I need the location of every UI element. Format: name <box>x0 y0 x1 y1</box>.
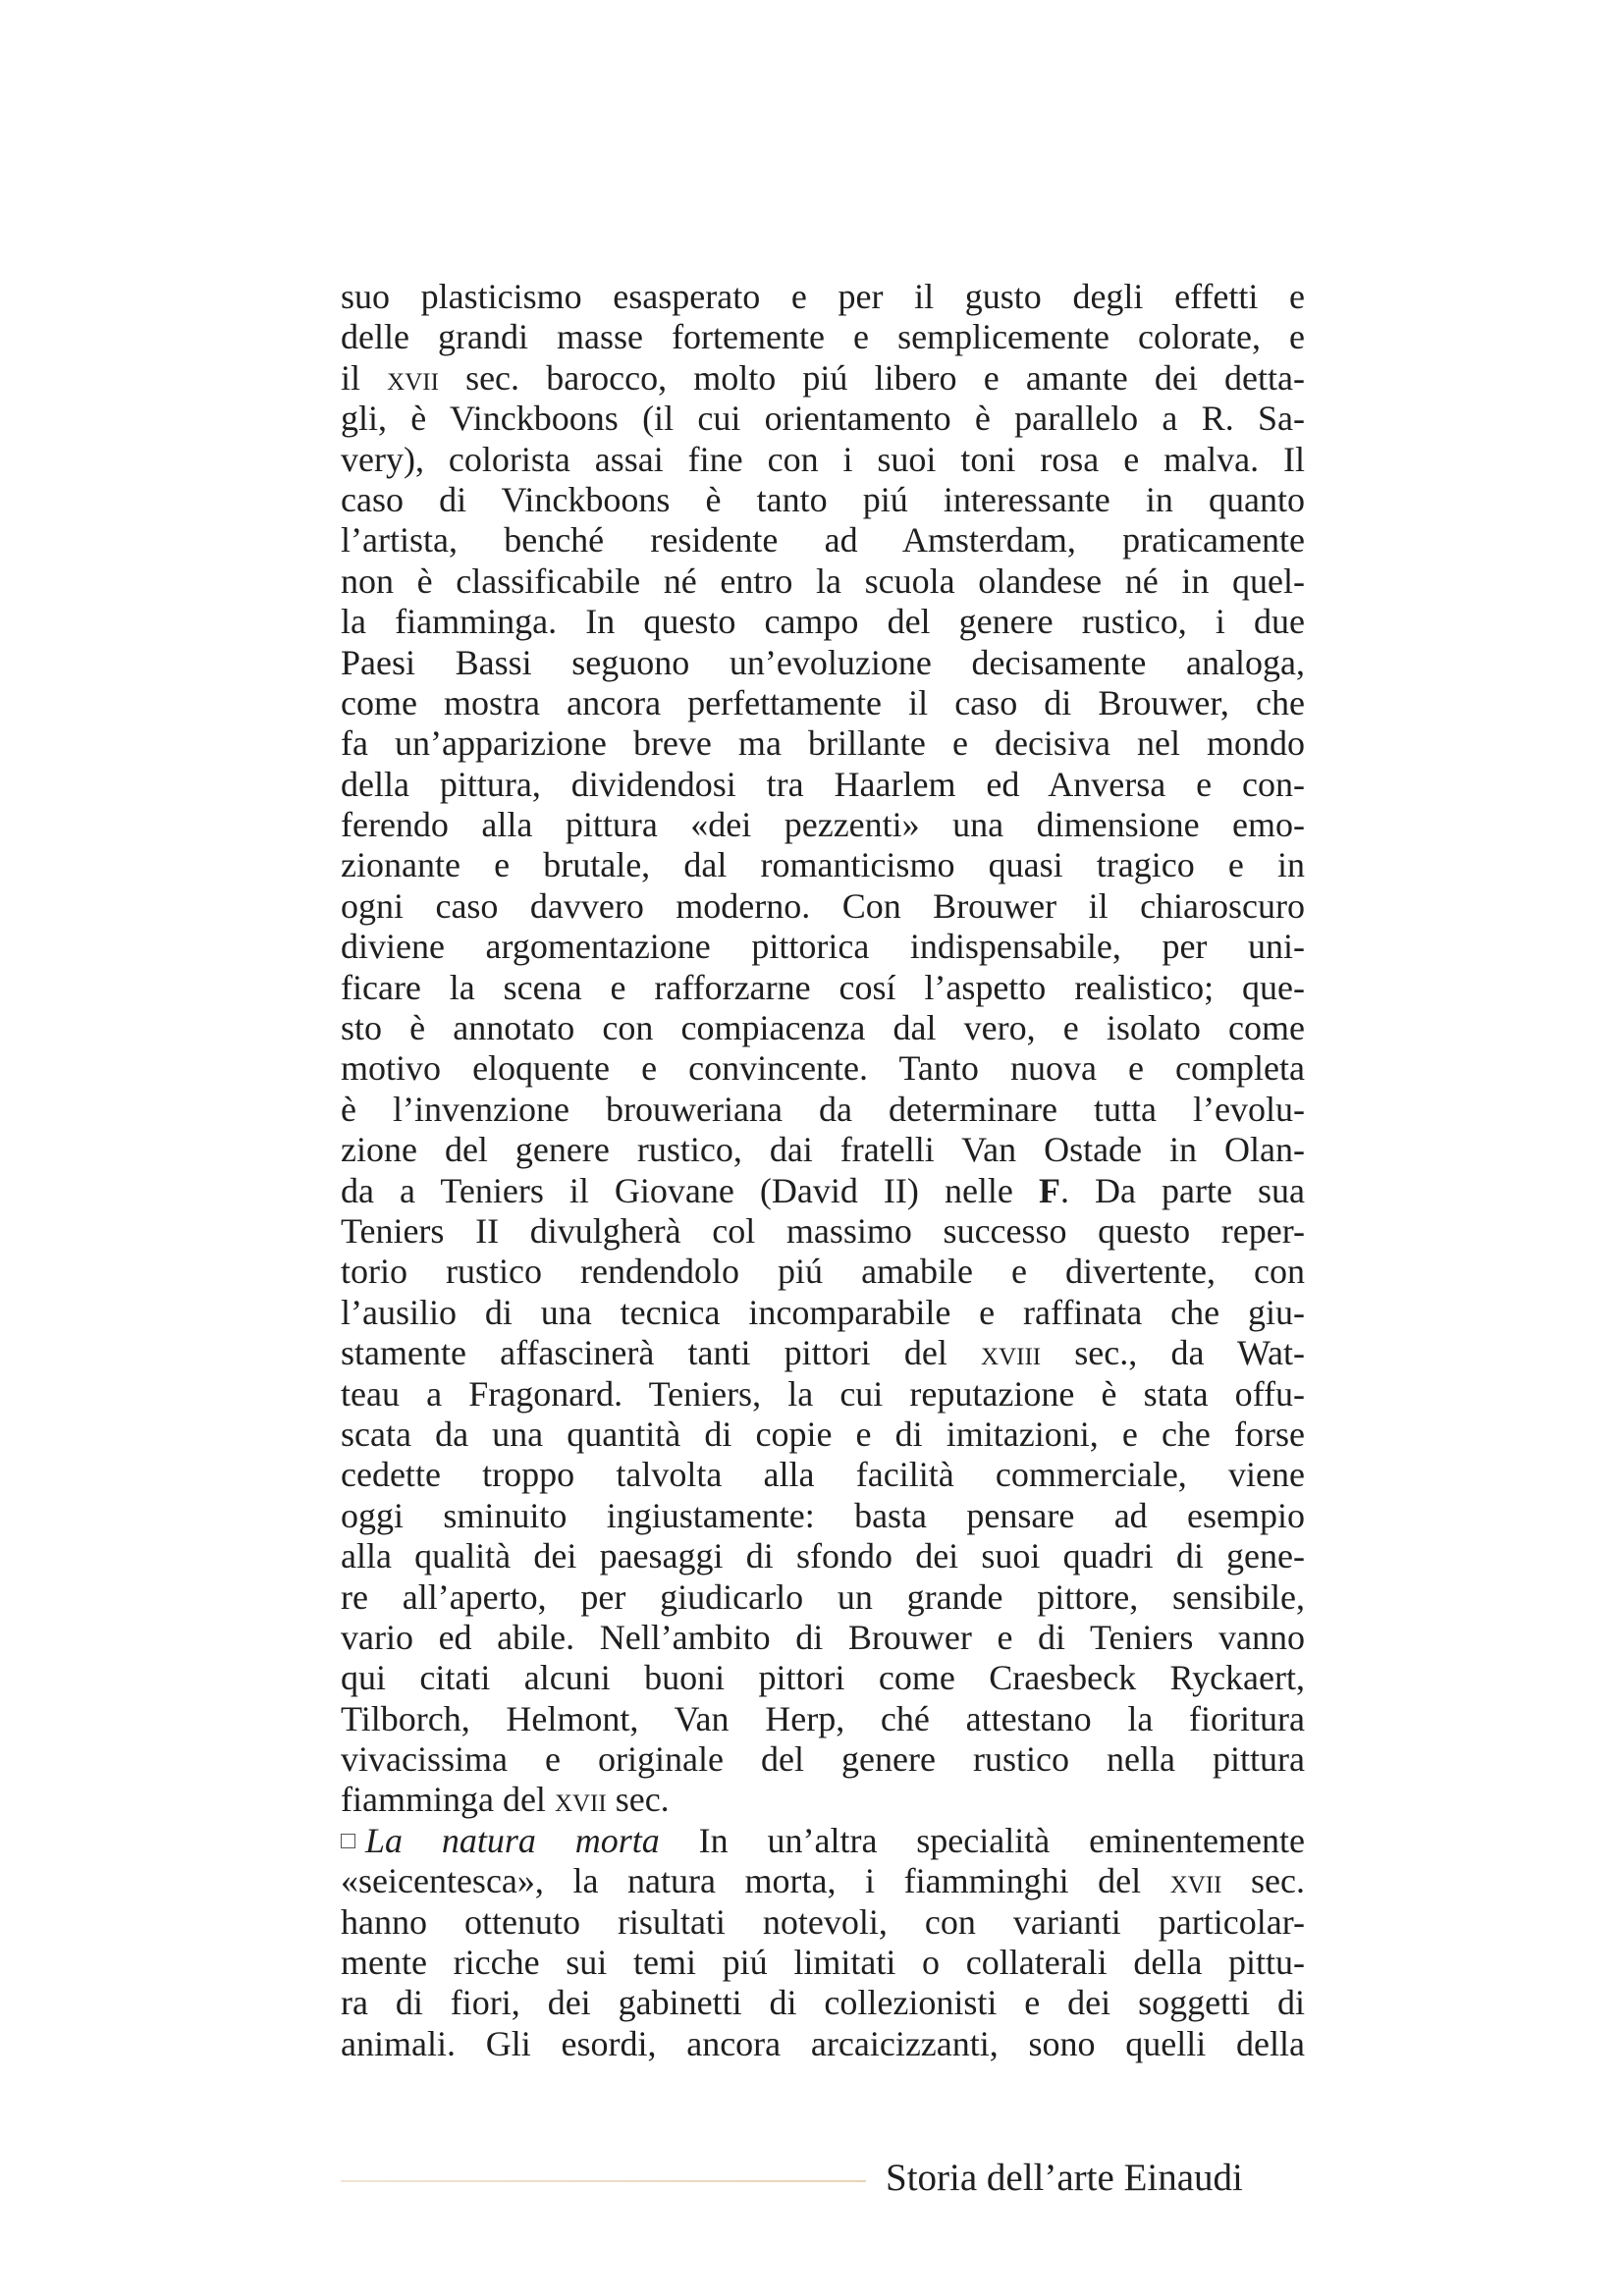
century-numeral: xviii <box>981 1333 1042 1373</box>
plate-reference: F <box>1038 1170 1060 1210</box>
text-line: è l’invenzione brouweriana da determinare tutta l’evolu- <box>341 1089 1305 1129</box>
footer-rule <box>341 2180 866 2182</box>
text-line: delle grandi masse fortemente e semplicemente colorate, e <box>341 317 1305 357</box>
text-line: alla qualità dei paesaggi di sfondo dei suoi quadri di gene- <box>341 1536 1305 1576</box>
text-line: suo plasticismo esasperato e per il gusto degli effetti e <box>341 277 1305 316</box>
text-segment: stamente affascinerà tanti pittori del <box>341 1333 947 1373</box>
text-line: diviene argomentazione pittorica indispensabile, per uni- <box>341 927 1305 967</box>
text-line: motivo eloquente e convincente. Tanto nuova e completa <box>341 1048 1305 1089</box>
text-line: fa un’apparizione breve ma brillante e decisiva nel mondo <box>341 723 1305 764</box>
section-square-icon <box>341 1834 355 1848</box>
text-line: zione del genere rustico, dai fratelli Van Ostade in Olan- <box>341 1130 1305 1170</box>
text-line: vivacissima e originale del genere rustico nella pittura <box>341 1739 1305 1780</box>
text-line: il xvii sec. barocco, molto piú libero e amante dei detta- <box>341 357 1305 398</box>
text-line: ferendo alla pittura «dei pezzenti» una dimensione emo- <box>341 805 1305 845</box>
text-line: teau a Fragonard. Teniers, la cui reputazione è stata offu- <box>341 1373 1305 1414</box>
text-line: vario ed abile. Nell’ambito di Brouwer e di Teniers vanno <box>341 1617 1305 1657</box>
text-line <box>341 1333 1305 1373</box>
section-heading: La natura morta <box>365 1820 660 1860</box>
text-line: ra di fiori, dei gabinetti di collezionisti e dei soggetti di <box>341 1983 1305 2023</box>
text-line: gli, è Vinckboons (il cui orientamento è parallelo a R. Sa- <box>341 399 1305 439</box>
text-line: ogni caso davvero moderno. Con Brouwer il chiaroscuro <box>341 885 1305 926</box>
text-segment: . Da parte sua <box>1059 1170 1305 1210</box>
text-line: Paesi Bassi seguono un’evoluzione decisamente analoga, <box>341 642 1305 682</box>
text-line: della pittura, dividendosi tra Haarlem ed Anversa e con- <box>341 764 1305 804</box>
text-line: «seicentesca», la natura morta, i fiamminghi del xvii sec. <box>341 1861 1305 1901</box>
text-line: l’artista, benché residente ad Amsterdam, praticamente <box>341 520 1305 561</box>
text-line: re all’aperto, per giudicarlo un grande pittore, sensibile, <box>341 1576 1305 1617</box>
text-line: l’ausilio di una tecnica incomparabile e raffinata che giu- <box>341 1292 1305 1332</box>
text-line: Tilborch, Helmont, Van Herp, ché attestano la fioritura <box>341 1698 1305 1738</box>
text-line: ficare la scena e rafforzarne cosí l’aspetto realistico; que- <box>341 967 1305 1007</box>
text-line <box>341 1821 1305 1861</box>
text-line: oggi sminuito ingiustamente: basta pensare ad esempio <box>341 1495 1305 1535</box>
text-segment: da a Teniers il Giovane (David II) nelle <box>341 1170 1013 1210</box>
text-line: Teniers II divulgherà col massimo successo questo reper- <box>341 1210 1305 1251</box>
text-segment: sec., da Wat- <box>1041 1333 1306 1373</box>
text-line: cedette troppo talvolta alla facilità commerciale, viene <box>341 1455 1305 1495</box>
text-line: animali. Gli esordi, ancora arcaicizzanti, sono quelli della <box>341 2023 1305 2063</box>
text-line: fiamminga del xvii sec. <box>341 1780 670 1820</box>
text-line: torio rustico rendendolo piú amabile e divertente, con <box>341 1252 1305 1292</box>
text-line: come mostra ancora perfettamente il caso di Brouwer, che <box>341 682 1305 722</box>
text-line: caso di Vinckboons è tanto piú interessante in quanto <box>341 479 1305 519</box>
text-line: scata da una quantità di copie e di imitazioni, e che forse <box>341 1414 1305 1454</box>
text-segment: In un’altra specialità eminentemente <box>659 1820 1305 1860</box>
body-text <box>341 277 1305 2064</box>
text-line <box>341 1171 1305 1211</box>
text-line: hanno ottenuto risultati notevoli, con varianti particolar- <box>341 1901 1305 1942</box>
text-line: qui citati alcuni buoni pittori come Craesbeck Ryckaert, <box>341 1658 1305 1698</box>
text-line: sto è annotato con compiacenza dal vero, e isolato come <box>341 1008 1305 1048</box>
text-line: zionante e brutale, dal romanticismo quasi tragico e in <box>341 845 1305 885</box>
text-line: la fiamminga. In questo campo del genere rustico, i due <box>341 602 1305 642</box>
footer-title: Storia dell’arte Einaudi <box>886 2157 1243 2199</box>
text-line: very), colorista assai fine con i suoi toni rosa e malva. Il <box>341 439 1305 479</box>
text-line: non è classificabile né entro la scuola olandese né in quel- <box>341 561 1305 601</box>
text-line: mente ricche sui temi piú limitati o collaterali della pittu- <box>341 1943 1305 1983</box>
